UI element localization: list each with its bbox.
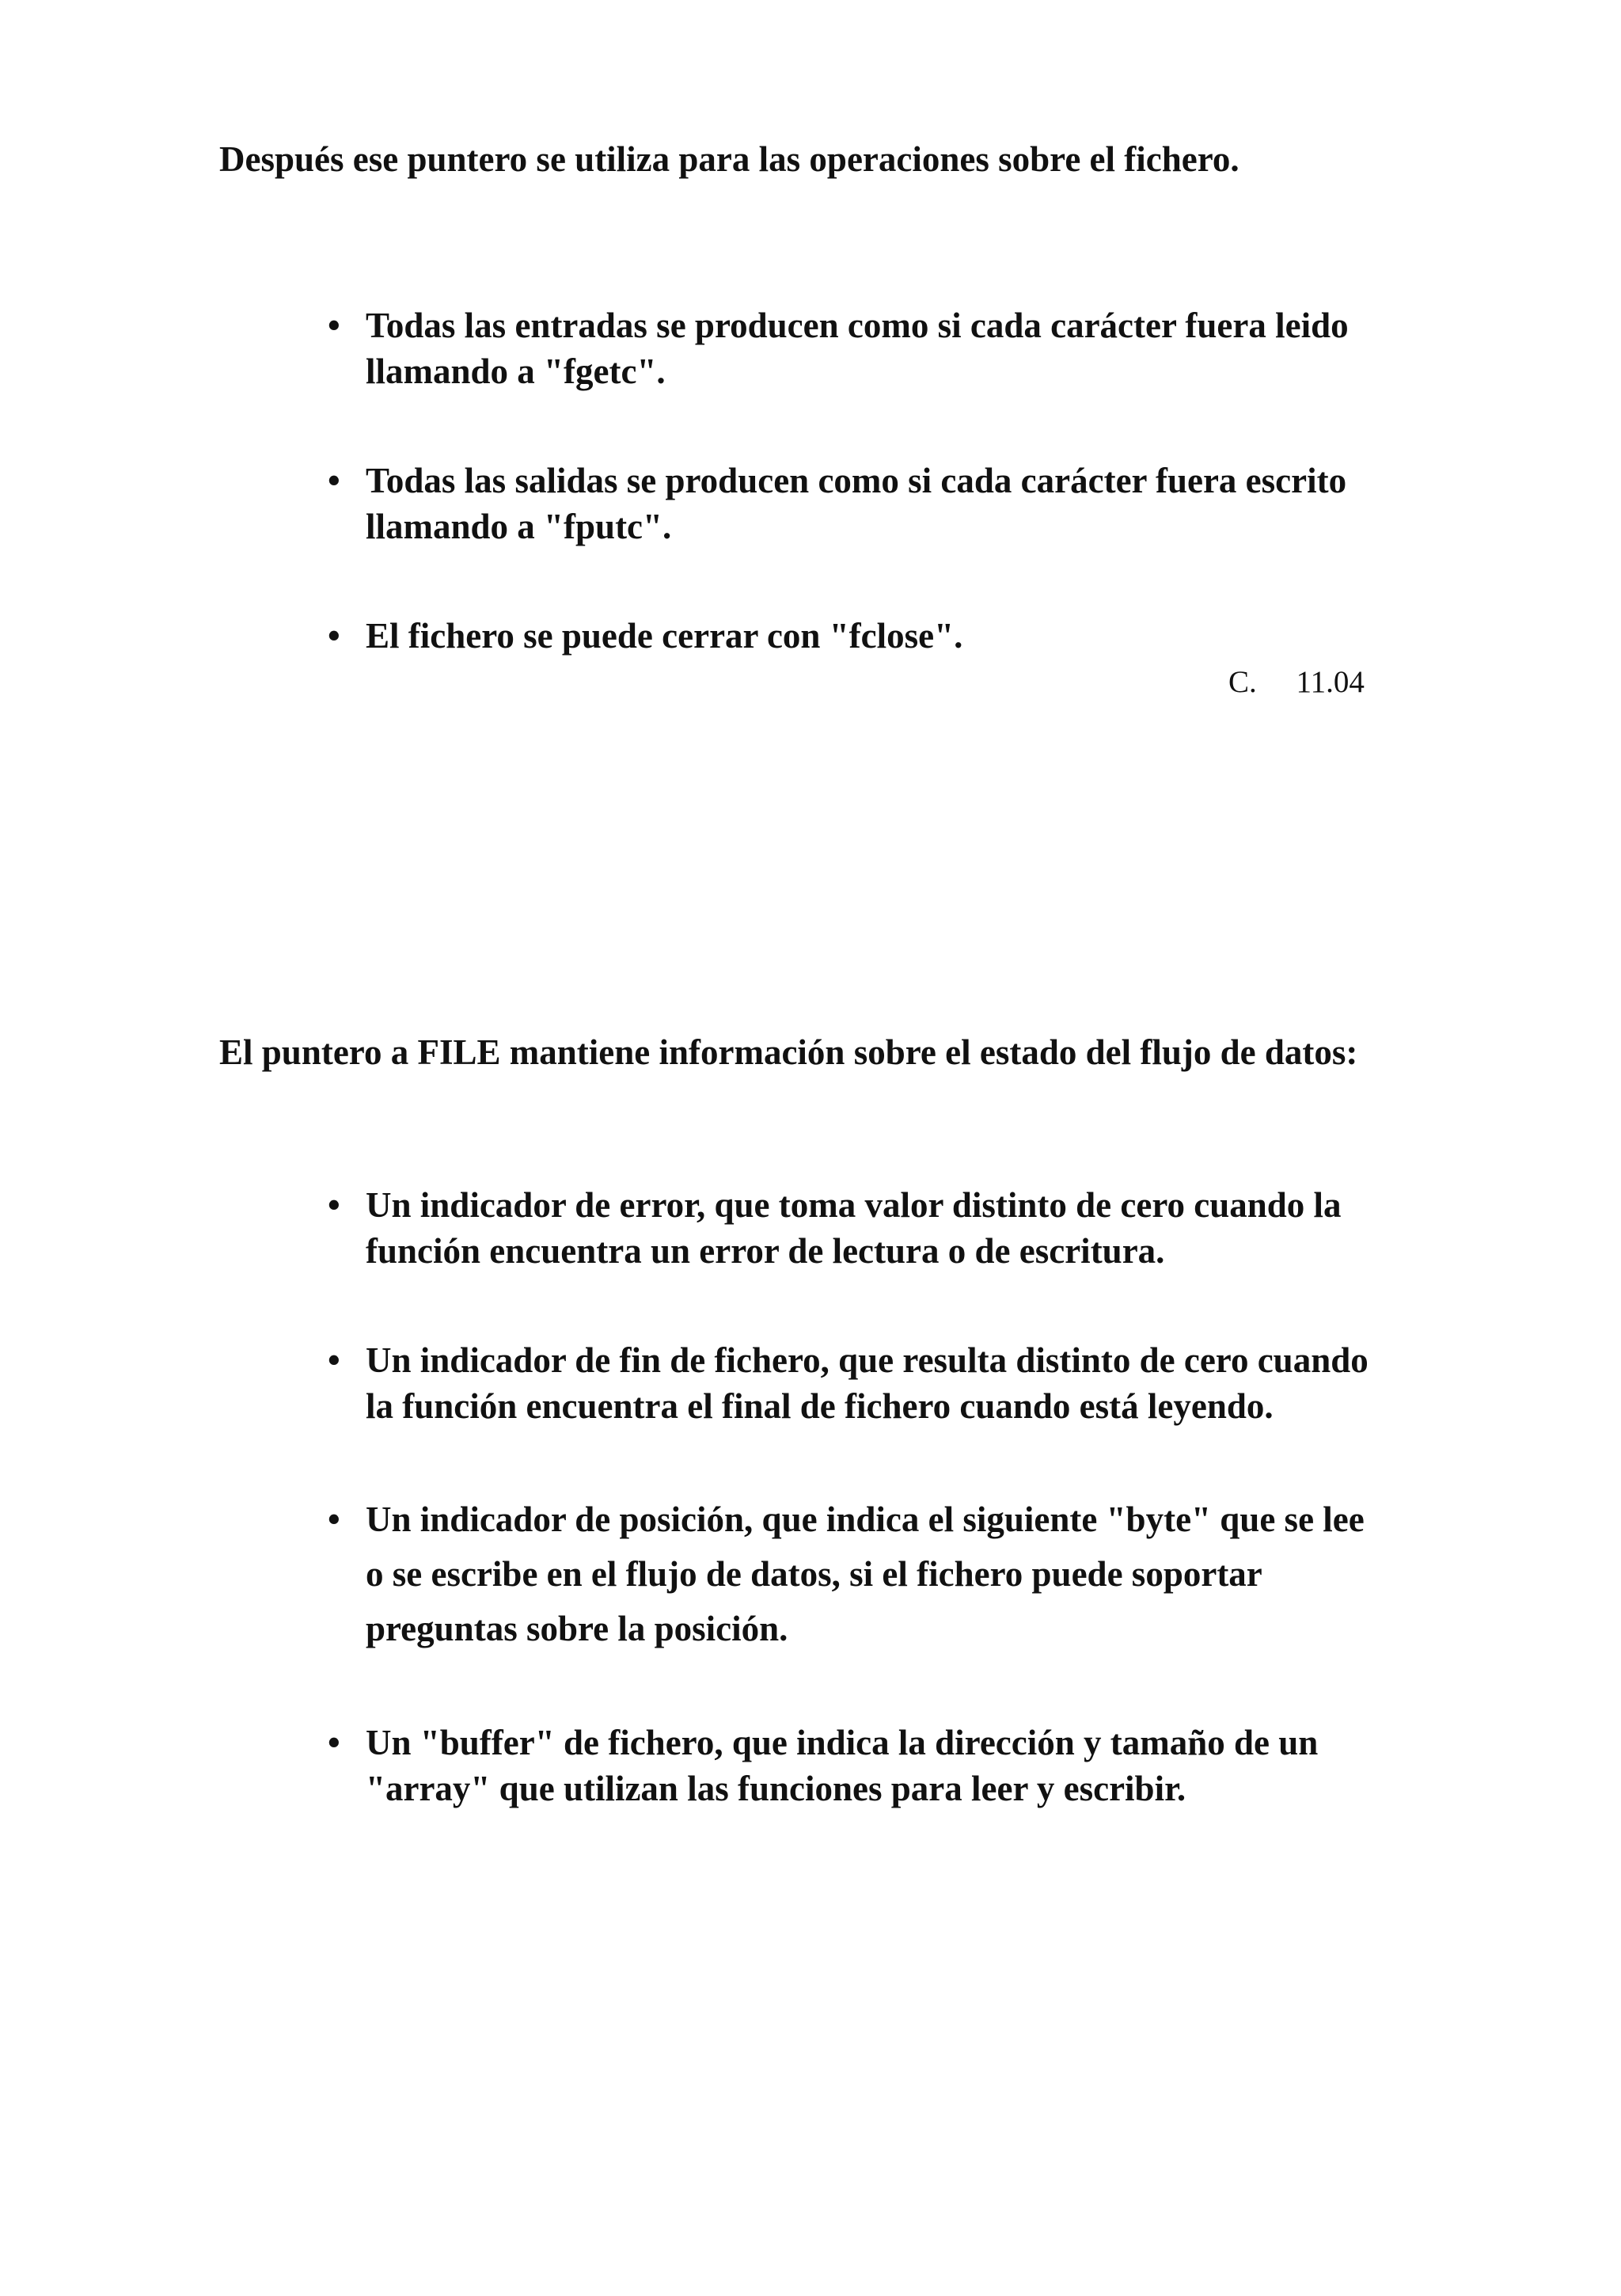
list-item-text: El fichero se puede cerrar con "fclose". <box>366 616 963 656</box>
section2-intro: El puntero a FILE mantiene información sobre el estado del flujo de datos: <box>219 1032 1358 1072</box>
bullet-icon: • <box>328 1340 340 1380</box>
section2-bullet-list <box>328 1182 1388 1875</box>
list-item <box>328 302 1388 394</box>
list-item <box>328 1720 1388 1811</box>
bullet-icon: • <box>328 306 340 345</box>
bullet-icon: • <box>328 616 340 656</box>
section1-intro: Después ese puntero se utiliza para las operaciones sobre el fichero. <box>219 139 1239 179</box>
bullet-icon: • <box>328 1723 340 1762</box>
list-item-text: Todas las entradas se producen como si cada carácter fuera leido llamando a "fgetc". <box>366 306 1349 391</box>
list-item <box>328 1182 1388 1274</box>
bullet-icon: • <box>328 1185 340 1225</box>
bullet-icon: • <box>328 461 340 500</box>
list-item <box>328 458 1388 549</box>
list-item-text: Un indicador de fin de fichero, que resulta distinto de cero cuando la función encuentra el final de fichero cuando está leyendo. <box>366 1340 1369 1426</box>
list-item-text: Un "buffer" de fichero, que indica la dirección y tamaño de un "array" que utilizan las funciones para leer y escribir. <box>366 1723 1319 1808</box>
slide-reference: C. 11.04 <box>1228 665 1365 699</box>
list-item <box>328 1492 1388 1656</box>
bullet-icon: • <box>328 1500 340 1539</box>
list-item <box>328 1337 1388 1429</box>
section1-bullet-list <box>328 302 1388 722</box>
list-item <box>328 613 1388 659</box>
list-item-text: Un indicador de posición, que indica el siguiente "byte" que se lee o se escribe en el flujo de datos, si el fichero puede soportar preguntas sobre la posición. <box>366 1500 1365 1648</box>
list-item-text: Un indicador de error, que toma valor distinto de cero cuando la función encuentra un error de lectura o de escritura. <box>366 1185 1342 1271</box>
list-item-text: Todas las salidas se producen como si cada carácter fuera escrito llamando a "fputc". <box>366 461 1347 546</box>
